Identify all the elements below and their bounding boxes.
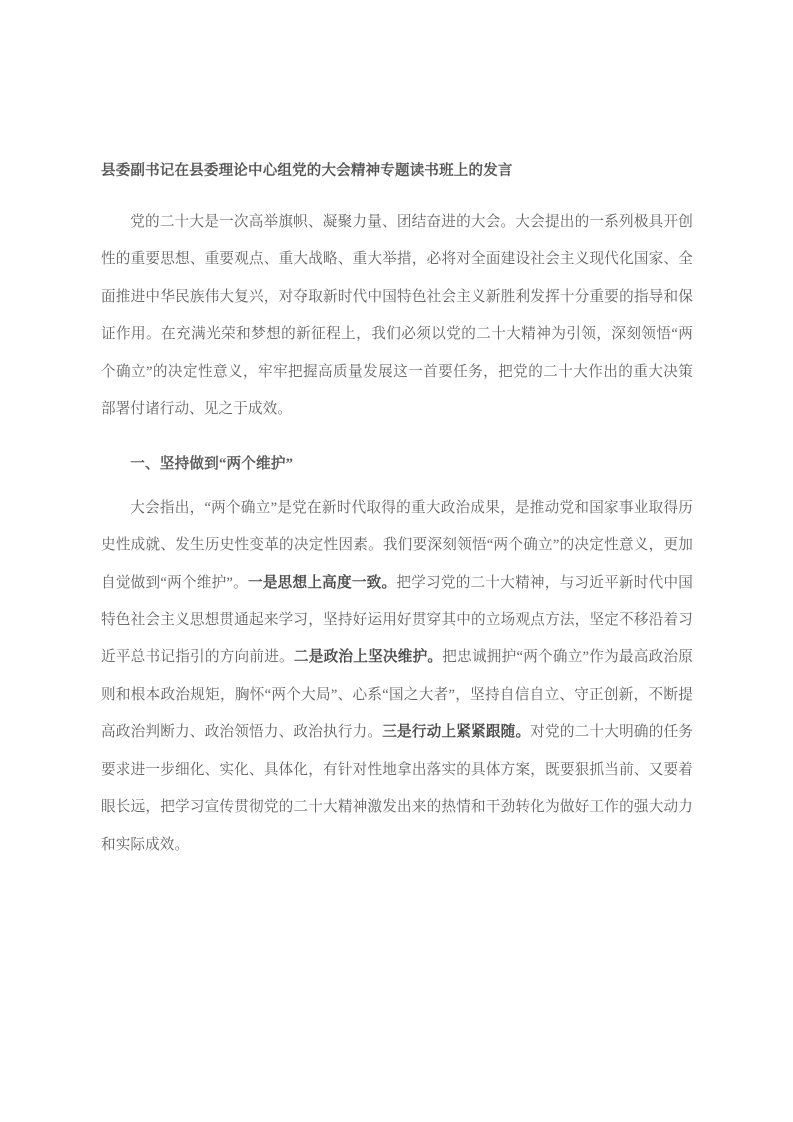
paragraph-intro: 党的二十大是一次高举旗帜、凝聚力量、团结奋进的大会。大会提出的一系列极具开创性的重要思想、重要观点、重大战略、重大举措，必将对全面建设社会主义现代化国家、全面推进中华民族伟大复兴，对夺取新时代中国特色社会主义新胜利发挥十分重要的指导和保证作用。在充满光荣和梦想的新征程上，我们必须以党的二十大精神为引领，深刻领悟“两个确立”的决定性意义，牢牢把握高质量发展这一首要任务，把党的二十大作出的重大决策部署付诸行动、见之于成效。 bbox=[101, 214, 693, 418]
paragraph-section-one-body bbox=[101, 490, 693, 864]
document-title: 县委副书记在县委理论中心组党的大会精神专题读书班上的发言 bbox=[101, 163, 513, 179]
run-in-bold-point-one: 一是思想上高度一致。 bbox=[247, 574, 397, 591]
paragraph-segment-3: 把忠诚拥护“两个确立”作为最高政治原则和根本政治规矩，胸怀“两个大局”、心系“国之大者”，坚持自信自立、守正创新，不断提高政治判断力、政治领悟力、政治执行力。 bbox=[101, 649, 693, 741]
paragraph-segment-2: 把学习党的二十大精神，与习近平新时代中国特色社会主义思想贯通起来学习，坚持好运用好贯穿其中的立场观点方法，坚定不移沿着习近平总书记指引的方向前进。 bbox=[101, 574, 693, 666]
paragraph-segment-1: 大会指出，“两个确立”是党在新时代取得的重大政治成果，是推动党和国家事业取得历史性成就、发生历史性变革的决定性因素。我们要深刻领悟“两个确立”的决定性意义，更加自觉做到“两个维护”。 bbox=[101, 499, 693, 591]
paragraph-segment-4: 对党的二十大明确的任务要求进一步细化、实化、具体化，有针对性地拿出落实的具体方案，既要狠抓当前、又要着眼长远，把学习宣传贯彻党的二十大精神激发出来的热情和干劲转化为做好工作的强大动力和实际成效。 bbox=[101, 724, 693, 853]
run-in-bold-point-two: 二是政治上坚决维护。 bbox=[293, 649, 443, 666]
run-in-bold-point-three: 三是行动上紧紧跟随。 bbox=[382, 724, 531, 741]
spacer-before-heading bbox=[101, 428, 693, 446]
document-content bbox=[101, 160, 693, 864]
section-heading-one: 一、坚持做到“两个维护” bbox=[130, 456, 294, 473]
